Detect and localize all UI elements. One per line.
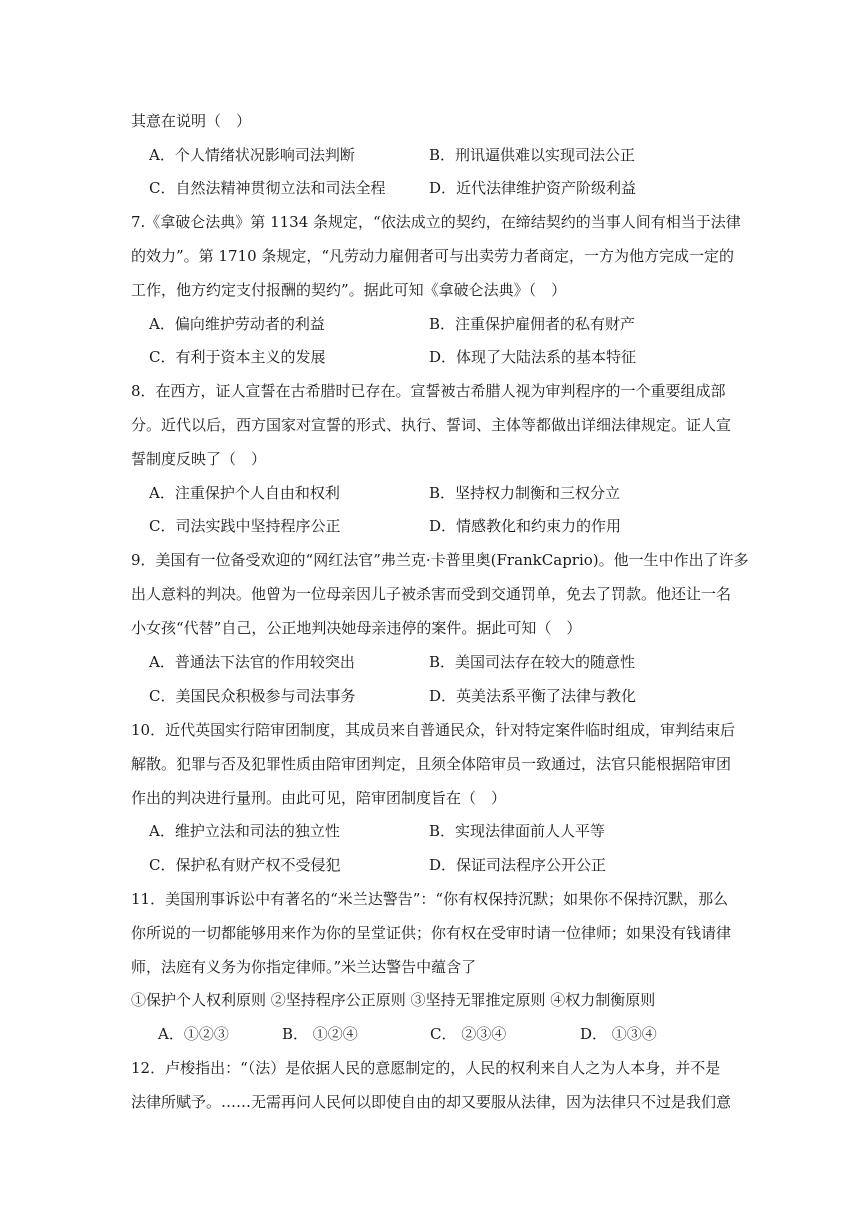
question-10-line: 作出的判决进行量刑。由此可见，陪审团制度旨在（ ） bbox=[131, 789, 507, 807]
question-7-line: 工作，他方约定支付报酬的契约”。据此可知《拿破仑法典》（ ） bbox=[131, 281, 567, 299]
option-d: D．情感教化和约束力的作用 bbox=[429, 517, 622, 535]
option-d: D．英美法系平衡了法律与教化 bbox=[429, 687, 637, 705]
question-9-line: 小女孩“代替”自己，公正地判决她母亲违停的案件。据此可知（ ） bbox=[131, 619, 582, 637]
option-d: D．体现了大陆法系的基本特征 bbox=[429, 348, 637, 366]
option-d: D．保证司法程序公开公正 bbox=[429, 856, 607, 874]
question-10-line: 10．近代英国实行陪审团制度，其成员来自普通民众，针对特定案件临时组成，审判结束后 bbox=[131, 721, 736, 739]
option-a: A．个人情绪状况影响司法判断 bbox=[149, 146, 355, 164]
option-c: C． ②③④ bbox=[430, 1025, 507, 1043]
question-10-line: 解散。犯罪与否及犯罪性质由陪审团判定，且须全体陪审员一致通过，法官只能根据陪审团 bbox=[131, 755, 732, 773]
option-c: C．有利于资本主义的发展 bbox=[149, 348, 326, 366]
option-a: A．维护立法和司法的独立性 bbox=[149, 822, 340, 840]
option-c: C．保护私有财产权不受侵犯 bbox=[149, 856, 341, 874]
question-7-line: 7.《拿破仑法典》第 1134 条规定，“依法成立的契约，在缔结契约的当事人间有相当于法律 bbox=[131, 213, 741, 231]
option-a: A．注重保护个人自由和权利 bbox=[149, 484, 340, 502]
option-b: B． ①②④ bbox=[282, 1025, 358, 1043]
question-9-line: 出人意料的判决。他曾为一位母亲因儿子被杀害而受到交通罚单，免去了罚款。他还让一名 bbox=[131, 585, 732, 603]
question-stem-line: 其意在说明（ ） bbox=[131, 112, 252, 130]
question-11-line: 师，法庭有义务为你指定律师。”米兰达警告中蕴含了 bbox=[131, 958, 477, 976]
question-12-line: 12．卢梭指出：“（法）是依据人民的意愿制定的，人民的权利来自人之为人本身，并不是 bbox=[131, 1059, 721, 1077]
option-b: B．刑讯逼供难以实现司法公正 bbox=[429, 146, 636, 164]
option-a: A．①②③ bbox=[158, 1025, 229, 1043]
question-8-line: 分。近代以后，西方国家对宣誓的形式、执行、誓词、主体等都做出详细法律规定。证人宣 bbox=[131, 416, 732, 434]
option-b: B．美国司法存在较大的随意性 bbox=[429, 653, 636, 671]
question-11-line: 你所说的一切都能够用来作为你的呈堂证供；你有权在受审时请一位律师；如果没有钱请律 bbox=[131, 924, 732, 942]
option-d: D．近代法律维护资产阶级利益 bbox=[429, 179, 637, 197]
option-c: C．司法实践中坚持程序公正 bbox=[149, 517, 341, 535]
option-c: C．自然法精神贯彻立法和司法全程 bbox=[149, 179, 386, 197]
option-b: B．注重保护雇佣者的私有财产 bbox=[429, 315, 636, 333]
question-11-statements: ①保护个人权利原则 ②坚持程序公正原则 ③坚持无罪推定原则 ④权力制衡原则 bbox=[131, 991, 656, 1009]
question-12-line: 法律所赋予。……无需再问人民何以即使自由的却又要服从法律，因为法律只不过是我们意 bbox=[131, 1093, 732, 1111]
option-b: B．实现法律面前人人平等 bbox=[429, 822, 606, 840]
option-c: C．美国民众积极参与司法事务 bbox=[149, 687, 356, 705]
option-b: B．坚持权力制衡和三权分立 bbox=[429, 484, 621, 502]
option-a: A．偏向维护劳动者的利益 bbox=[149, 315, 325, 333]
option-a: A．普通法下法官的作用较突出 bbox=[149, 653, 355, 671]
question-11-line: 11．美国刑事诉讼中有著名的“米兰达警告”：“你有权保持沉默；如果你不保持沉默，那么 bbox=[131, 890, 729, 908]
option-d: D． ①③④ bbox=[580, 1025, 657, 1043]
question-9-line: 9．美国有一位备受欢迎的“网红法官”弗兰克·卡普里奥(FrankCaprio)。他一生中作出了许多 bbox=[131, 551, 749, 569]
question-7-line: 的效力”。第 1710 条规定，“凡劳动力雇佣者可与出卖劳力者商定，一方为他方完成一定的 bbox=[131, 247, 735, 265]
question-8-line: 8．在西方，证人宣誓在古希腊时已存在。宣誓被古希腊人视为审判程序的一个重要组成部 bbox=[131, 382, 726, 400]
question-8-line: 誓制度反映了（ ） bbox=[131, 450, 267, 468]
